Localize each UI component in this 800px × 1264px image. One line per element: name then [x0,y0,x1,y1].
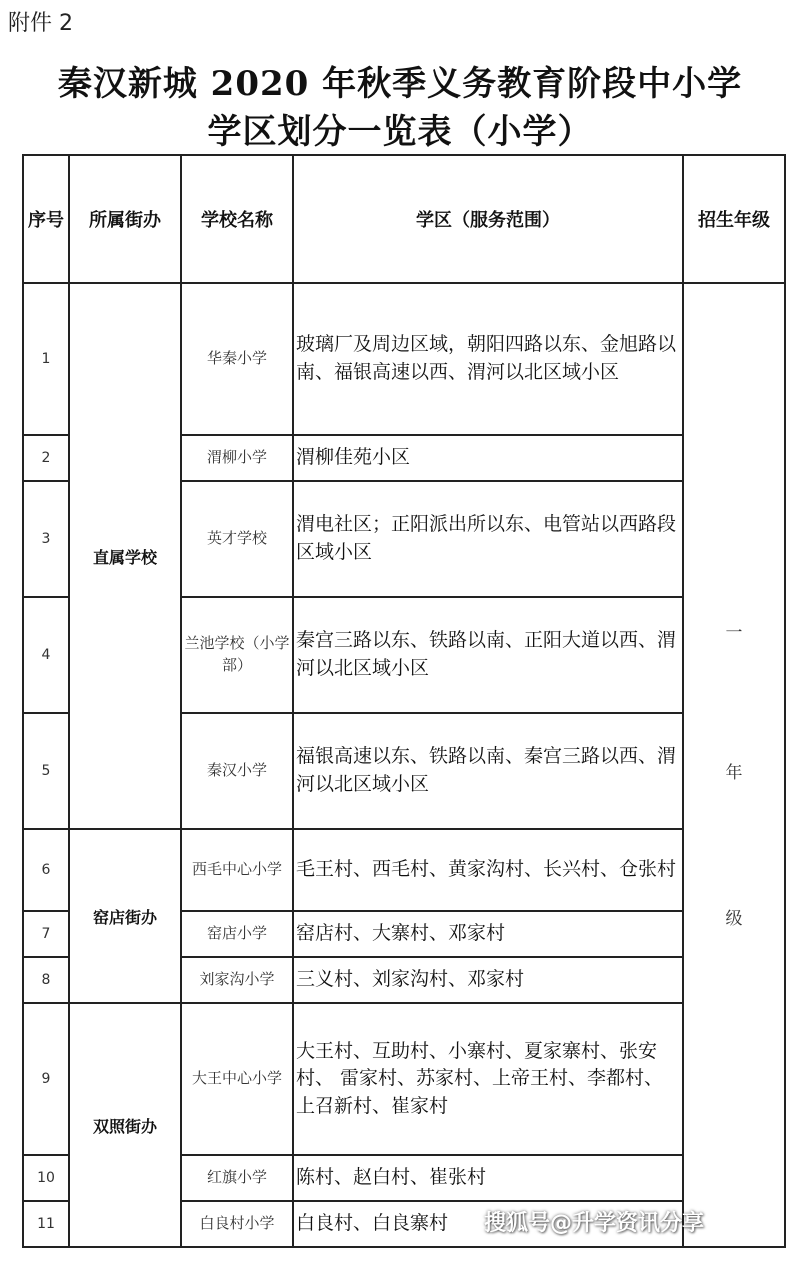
grade-char-2: 年 [725,763,743,783]
header-street: 所属街办 [69,155,181,283]
row-number: 5 [23,713,69,829]
table-header-row [23,155,785,283]
enrollment-grade-cell [683,283,785,1247]
service-area: 福银高速以东、铁路以南、秦宫三路以西、渭河以北区域小区 [293,713,683,829]
row-number: 4 [23,597,69,713]
school-name: 刘家沟小学 [181,957,293,1003]
table-row [23,283,785,435]
school-name: 红旗小学 [181,1155,293,1201]
document-title-line-2: 学区划分一览表（小学） [207,112,593,152]
grade-char-3: 级 [725,909,743,929]
header-school: 学校名称 [181,155,293,283]
school-name: 西毛中心小学 [181,829,293,911]
school-name: 大王中心小学 [181,1003,293,1155]
table-row [23,1003,785,1155]
service-area: 渭电社区；正阳派出所以东、电管站以西路段区域小区 [293,481,683,597]
attachment-label: 附件 2 [8,11,73,36]
document-title-line-1: 秦汉新城 2020 年秋季义务教育阶段中小学 [57,64,743,104]
row-number: 6 [23,829,69,911]
service-area: 玻璃厂及周边区域，朝阳四路以东、金旭路以南、福银高速以西、渭河以北区域小区 [293,283,683,435]
service-area: 三义村、刘家沟村、邓家村 [293,957,683,1003]
street-office-cell: 双照街办 [69,1003,181,1247]
school-name: 渭柳小学 [181,435,293,481]
watermark: 搜狐号@升学资讯分享 [484,1211,705,1236]
header-no: 序号 [23,155,69,283]
row-number: 3 [23,481,69,597]
street-office-cell: 窑店街办 [69,829,181,1003]
service-area: 窑店村、大寨村、邓家村 [293,911,683,957]
row-number: 8 [23,957,69,1003]
school-name: 秦汉小学 [181,713,293,829]
row-number: 7 [23,911,69,957]
row-number: 10 [23,1155,69,1201]
school-name: 华秦小学 [181,283,293,435]
service-area: 渭柳佳苑小区 [293,435,683,481]
grade-char-1: 一 [725,623,743,643]
table-row [23,829,785,911]
school-name: 英才学校 [181,481,293,597]
school-name: 白良村小学 [181,1201,293,1247]
street-office-cell: 直属学校 [69,283,181,829]
row-number: 1 [23,283,69,435]
row-number: 2 [23,435,69,481]
school-name: 兰池学校（小学部） [181,597,293,713]
service-area: 白良村、白良寨村 [293,1201,683,1247]
service-area: 毛王村、西毛村、黄家沟村、长兴村、仓张村 [293,829,683,911]
row-number: 11 [23,1201,69,1247]
header-grade: 招生年级 [683,155,785,283]
service-area: 大王村、互助村、小寨村、夏家寨村、张安村、 雷家村、苏家村、上帝王村、李都村、上召新村、崔家村 [293,1003,683,1155]
row-number: 9 [23,1003,69,1155]
school-name: 窑店小学 [181,911,293,957]
school-district-table [22,154,786,1248]
service-area: 秦宫三路以东、铁路以南、正阳大道以西、渭河以北区域小区 [293,597,683,713]
service-area: 陈村、赵白村、崔张村 [293,1155,683,1201]
header-area: 学区（服务范围） [293,155,683,283]
